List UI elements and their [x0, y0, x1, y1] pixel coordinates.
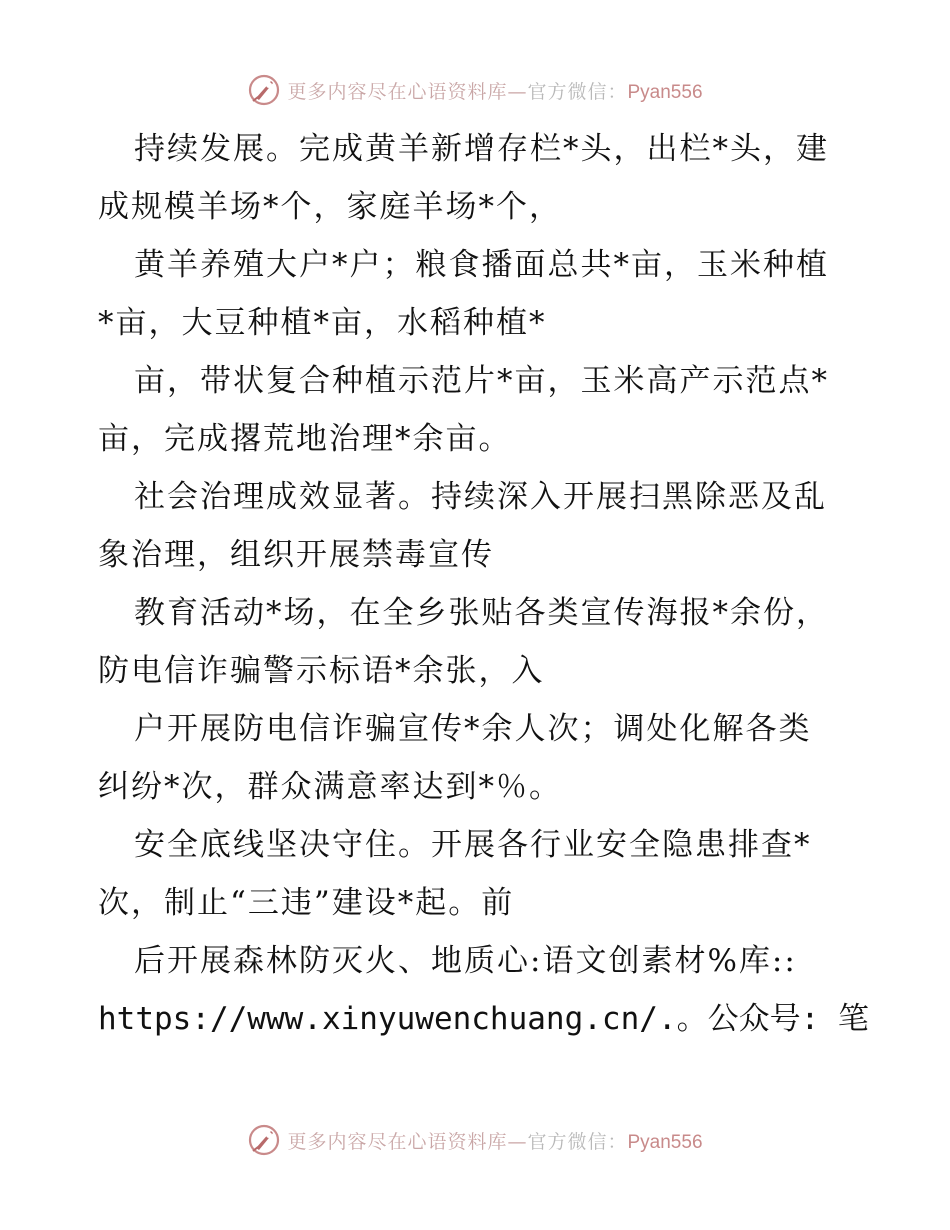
paragraph-line-9: 教育活动*场，在全乡张贴各类宣传海报*余份，	[134, 595, 829, 631]
paragraph-line-12: 纠纷*次，群众满意率达到*％。	[98, 769, 562, 805]
watermark-text: 更多内容尽在心语资料库—官方微信：Pyan556	[287, 80, 703, 103]
header-watermark-banner	[0, 70, 950, 110]
paragraph-line-14: 次，制止“三违”建设*起。前	[98, 885, 515, 921]
paragraph-line-2: 成规模羊场*个，家庭羊场*个，	[98, 189, 562, 225]
paragraph-line-5: 亩，带状复合种植示范片*亩，玉米高产示范点*	[134, 363, 829, 399]
paragraph-line-13: 安全底线坚决守住。开展各行业安全隐患排查*	[134, 827, 812, 863]
feather-pen-logo-icon	[247, 1123, 281, 1157]
paragraph-line-4: *亩，大豆种植*亩，水稻种植*	[98, 305, 547, 341]
document-body	[98, 120, 869, 1048]
paragraph-line-11: 户开展防电信诈骗宣传*余人次；调处化解各类	[134, 711, 812, 747]
paragraph-line-15: 后开展森林防灭火、地质心:语文创素材%库::	[134, 943, 797, 979]
paragraph-line-1: 持续发展。完成黄羊新增存栏*头，出栏*头，建	[134, 131, 829, 167]
paragraph-line-10: 防电信诈骗警示标语*余张，入	[98, 653, 545, 689]
paragraph-line-8: 象治理，组织开展禁毒宣传	[98, 537, 494, 573]
paragraph-line-16-url: https://www.xinyuwenchuang.cn/.。公众号: 笔	[98, 1001, 869, 1037]
feather-pen-logo-icon	[247, 73, 281, 107]
paragraph-line-7: 社会治理成效显著。持续深入开展扫黑除恶及乱	[134, 479, 827, 515]
footer-watermark-banner	[0, 1120, 950, 1160]
paragraph-line-6: 亩，完成撂荒地治理*余亩。	[98, 421, 512, 457]
watermark-text: 更多内容尽在心语资料库—官方微信：Pyan556	[287, 1130, 703, 1153]
paragraph-line-3: 黄羊养殖大户*户；粮食播面总共*亩，玉米种植	[134, 247, 829, 283]
